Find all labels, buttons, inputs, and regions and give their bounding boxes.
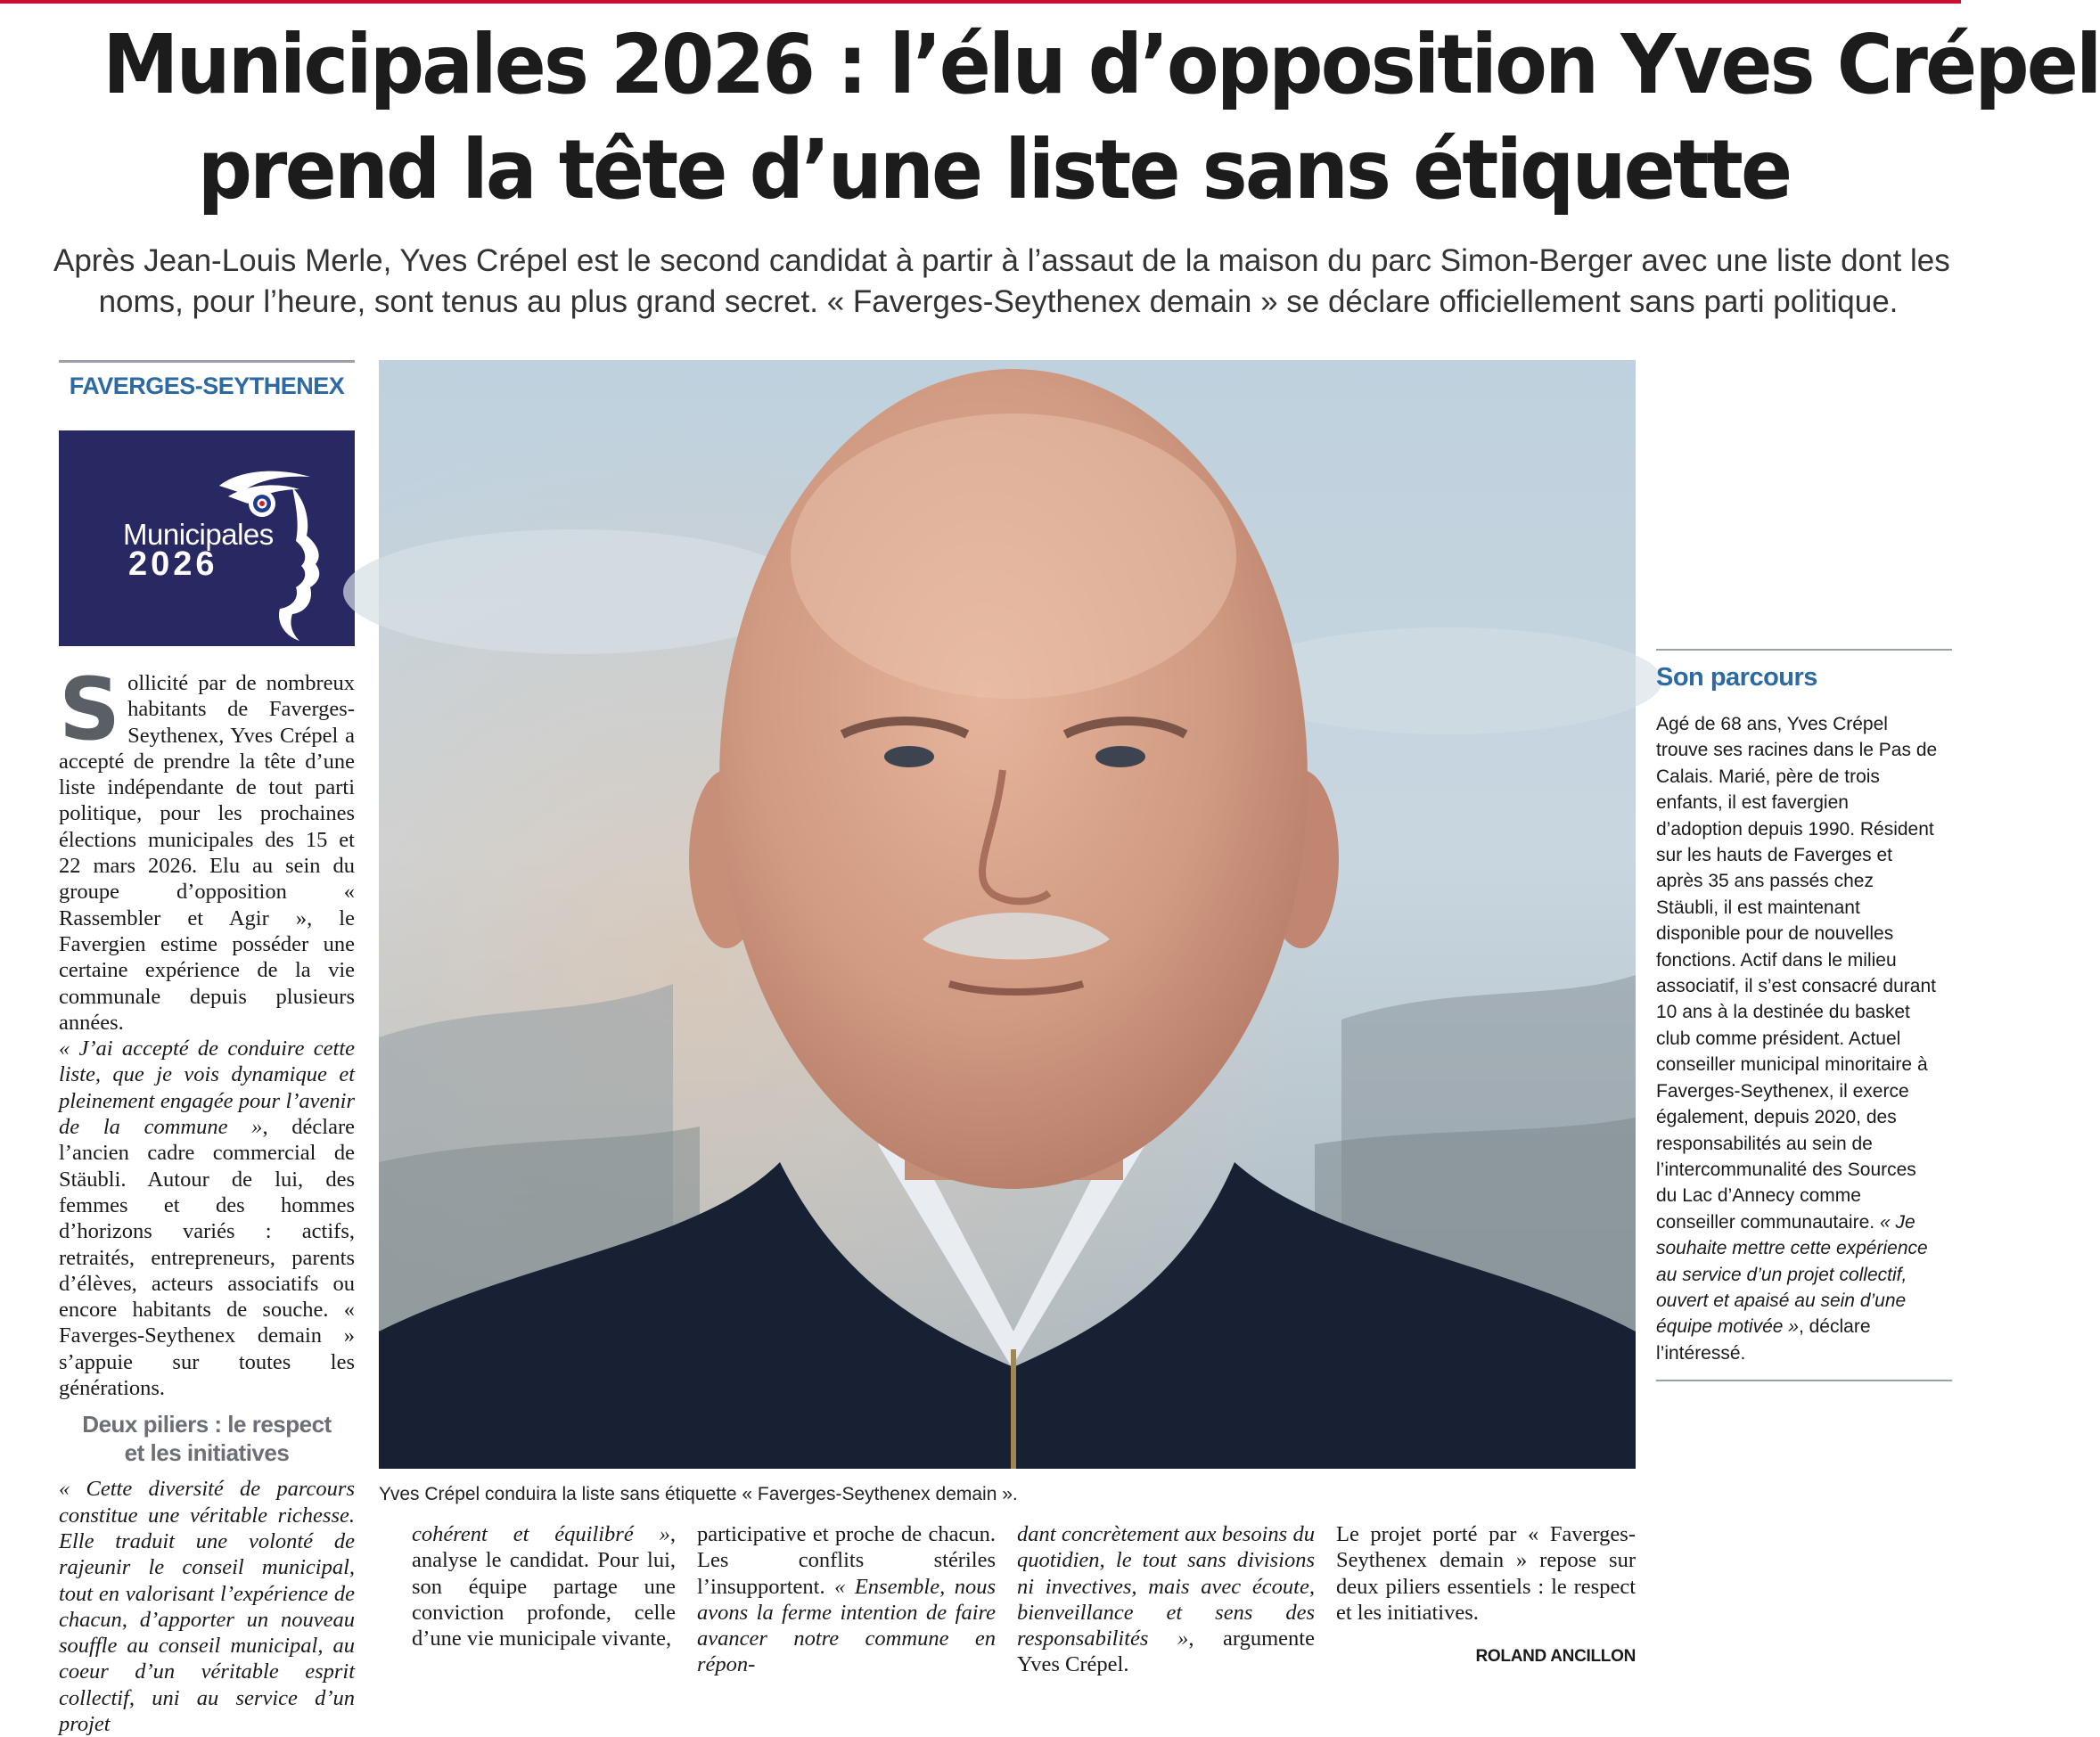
intro-text: ollicité par de nombreux habitants de Faverges-Seythenex, Yves Crépel a accepté de prendre la tête d’une liste indépendante de tout parti politique, pour les prochaines élections municipales des 15 et 22 mars 2026. Elu au sein du groupe d’opposition « Rassembler et Agir », le Favergien estime posséder une certaine expérience de la vie communale depuis plusieurs années. — [59, 671, 355, 1035]
column-4-quote: dant concrètement aux besoins du quotidien, le tout sans divisions ni invectives, mais avec écoute, bienveillance et sens des responsabilités » — [1017, 1522, 1315, 1651]
logo-line-2: 2026 — [128, 545, 218, 583]
subheading-line-1: Deux piliers : le respect — [82, 1411, 332, 1438]
portrait-photo — [379, 360, 1636, 1469]
logo-line-1: Municipales — [123, 518, 274, 551]
quote-1: « J’ai accepté de conduire cette liste, que je vois dynamique et pleinement engagée pour l’avenir de la commune » — [59, 1036, 355, 1140]
column-3-text: participative et proche de chacun. Les conflits stériles l’insupportent. — [697, 1522, 996, 1599]
sidebar-quote: « Je souhaite mettre cette expérience au service d’un projet collectif, ouvert et apaisé au sein d’une équipe motivée » — [1656, 1211, 1928, 1338]
article-column-1 — [59, 660, 355, 1737]
column-5-paragraph: Le projet porté par « Faverges-Seythenex demain » repose sur deux piliers essentiels : le respect et les initiatives. — [1336, 1522, 1636, 1625]
article-column-4 — [1017, 1521, 1315, 1678]
headline-line-2: prend la tête d’une liste sans étiquette — [197, 122, 1791, 217]
subheading-line-2: et les initiatives — [124, 1439, 290, 1467]
column-4-text: , argumente Yves Crépel. — [1017, 1626, 1315, 1677]
author-signature: ROLAND ANCILLON — [1475, 1647, 1636, 1666]
headline-line-1: Municipales 2026 : l’élu d’opposition Yves Crépel — [103, 17, 2100, 112]
quote-2: « Cette diversité de parcours constitue une véritable richesse. Elle traduit une volonté de rajeunir le conseil municipal, tout en valorisant l’expérience de chacun, d’apporter un nouveau souffle au conseil municipal, au coeur d’un véritable esprit collectif, uni au service d’un projet — [59, 1477, 355, 1736]
sidebar-rule-top — [1656, 649, 1952, 651]
article-column-5 — [1336, 1521, 1636, 1626]
photo-caption: Yves Crépel conduira la liste sans étiquette « Faverges-Seythenex demain ». — [379, 1484, 1018, 1504]
subheading — [59, 1410, 355, 1467]
logo-text — [123, 520, 274, 581]
column-4-paragraph — [1017, 1521, 1315, 1678]
headline — [103, 12, 2100, 223]
section-rule — [59, 360, 355, 363]
column-3-quote: « Ensemble, nous avons la ferme intention de faire avancer notre commune en répon- — [697, 1574, 996, 1677]
top-red-rule — [0, 0, 1961, 4]
paragraph-2-text: , déclare l’ancien cadre commercial de Stäubli. Autour de lui, des femmes et des hommes d’horizons variés : actifs, retraités, entrepreneurs, parents d’élèves, acteurs associatifs ou encore habitants de souche. « Faverges-Seythenex demain » s’appuie sur toutes les générations. — [59, 1115, 355, 1401]
intro-paragraph — [59, 660, 355, 1036]
column-2-text: , analyse le candidat. Pour lui, son équipe partage une conviction profonde, celle d’une vie municipale vivante, — [412, 1522, 676, 1651]
sidebar-rule-bottom — [1656, 1380, 1952, 1381]
article-column-2 — [412, 1521, 676, 1651]
lead-line-1: Après Jean-Louis Merle, Yves Crépel est le second candidat à partir à l’assaut de la maison du parc Simon-Berger avec une liste dont les — [53, 243, 1950, 278]
sidebar-title: Son parcours — [1656, 663, 1817, 692]
paragraph-2 — [59, 1036, 355, 1401]
municipales-logo — [59, 430, 355, 646]
section-label: FAVERGES-SEYTHENEX — [69, 373, 345, 399]
lead-line-2: noms, pour l’heure, sont tenus au plus grand secret. « Faverges-Seythenex demain » se déclare officiellement sans parti politique. — [98, 284, 1899, 319]
lead-paragraph — [53, 241, 1950, 323]
sidebar-text — [1656, 711, 1940, 1366]
column-3-paragraph — [697, 1521, 996, 1678]
portrait-illustration — [379, 360, 1636, 1469]
sidebar-end: , déclare l’intéressé. — [1656, 1316, 1871, 1364]
column-2-paragraph — [412, 1521, 676, 1651]
drop-cap: S — [59, 660, 121, 759]
sidebar-body: Agé de 68 ans, Yves Crépel trouve ses racines dans le Pas de Calais. Marié, père de trois enfants, il est favergien d’adoption depuis 1990. Résident sur les hauts de Faverges et après 35 ans passés chez Stäubli, il est maintenant disponible pour de nouvelles fonctions. Actif dans le milieu associatif, il s’est consacré durant 10 ans à la destinée du basket club comme président. Actuel conseiller municipal minoritaire à Faverges-Seythenex, il exerce également, depuis 2020, des responsabilités au sein de l’intercommunalité des Sources du Lac d’Annecy comme conseiller communautaire. — [1656, 714, 1938, 1233]
column-2-quote: cohérent et équilibré » — [412, 1522, 670, 1546]
article-column-3 — [697, 1521, 996, 1678]
